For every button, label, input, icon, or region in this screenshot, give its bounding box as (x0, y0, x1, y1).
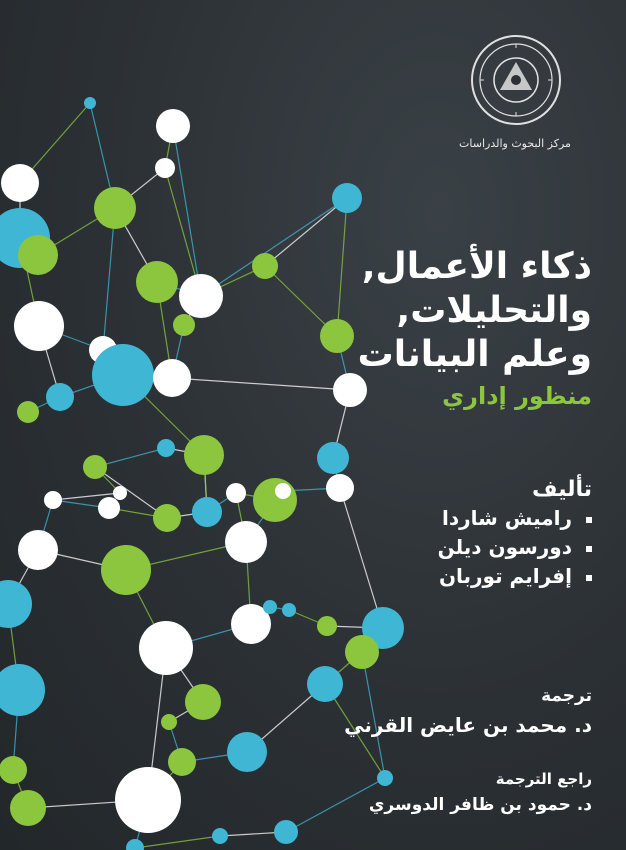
translation-heading: ترجمة (541, 686, 592, 706)
network-node (44, 491, 62, 509)
network-node (94, 187, 136, 229)
network-edge (103, 208, 115, 350)
network-node (46, 383, 74, 411)
translator-name: د. محمد بن عايض القرني (344, 713, 592, 737)
reviewer-name: د. حمود بن ظافر الدوسري (368, 795, 592, 815)
network-node (153, 504, 181, 532)
institute-logo-icon (470, 34, 562, 126)
title-line-2: والتحليلات, (396, 290, 592, 331)
network-node (157, 439, 175, 457)
network-node (0, 756, 27, 784)
network-node (10, 790, 46, 826)
network-node (225, 521, 267, 563)
network-node (275, 483, 291, 499)
network-node (333, 373, 367, 407)
network-node (14, 301, 64, 351)
network-node (92, 344, 154, 406)
title-line-3: وعلم البيانات (357, 334, 592, 375)
network-node (156, 109, 190, 143)
network-node (153, 359, 191, 397)
network-node (0, 580, 32, 628)
network-node (98, 497, 120, 519)
network-node (155, 158, 175, 178)
network-node (101, 545, 151, 595)
network-node (317, 442, 349, 474)
network-node (179, 274, 223, 318)
author-name: راميش شاردا (442, 506, 572, 530)
network-edge (172, 378, 350, 390)
authors-section (438, 477, 592, 591)
network-node (161, 714, 177, 730)
network-node (307, 666, 343, 702)
network-node (18, 235, 58, 275)
bullet-icon (586, 575, 592, 581)
network-node (227, 732, 267, 772)
author-name: إفرايم توربان (438, 564, 572, 588)
network-node (252, 253, 278, 279)
network-node (83, 455, 107, 479)
bullet-icon (586, 517, 592, 523)
network-node (332, 183, 362, 213)
network-node (345, 635, 379, 669)
research-center-name: مركز البحوث والدراسات (459, 137, 571, 150)
author-item (438, 504, 592, 533)
network-node (1, 164, 39, 202)
network-edge (265, 198, 347, 266)
network-node (0, 664, 45, 716)
network-node (115, 767, 181, 833)
bullet-icon (586, 546, 592, 552)
network-edge (337, 198, 347, 336)
network-node (139, 621, 193, 675)
network-node (126, 839, 144, 850)
author-item (438, 533, 592, 562)
network-node (173, 314, 195, 336)
network-edge (201, 198, 347, 296)
book-subtitle: منظور إداري (442, 382, 592, 410)
review-heading: راجع الترجمة (495, 770, 592, 788)
network-node (320, 319, 354, 353)
network-node (185, 684, 221, 720)
network-node (192, 497, 222, 527)
network-node (317, 616, 337, 636)
title-line-1: ذكاء الأعمال, (361, 246, 592, 287)
network-node (226, 483, 246, 503)
network-node (377, 770, 393, 786)
network-node (263, 600, 277, 614)
network-node (113, 486, 127, 500)
book-title (358, 245, 592, 377)
network-node (136, 261, 178, 303)
author-item (438, 562, 592, 591)
network-node (18, 530, 58, 570)
network-node (84, 97, 96, 109)
authors-list (438, 504, 592, 591)
network-node (274, 820, 298, 844)
network-node (184, 435, 224, 475)
network-edge (340, 488, 383, 628)
authors-heading: تأليف (532, 477, 592, 502)
network-node (168, 748, 196, 776)
network-node (212, 828, 228, 844)
network-node (17, 401, 39, 423)
author-name: دورسون ديلن (437, 535, 572, 559)
network-node (326, 474, 354, 502)
network-node (282, 603, 296, 617)
network-node (253, 478, 297, 522)
network-edge (135, 836, 220, 848)
